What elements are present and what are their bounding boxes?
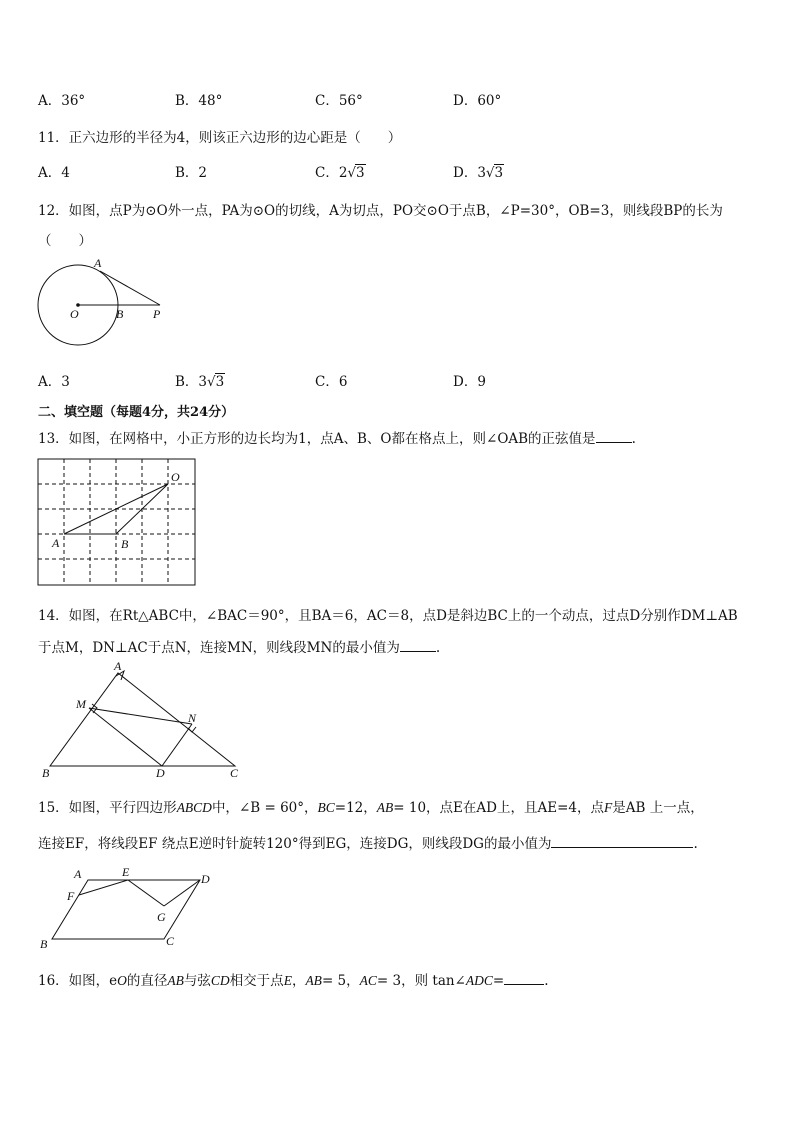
q10-option-d: D．60° bbox=[453, 93, 502, 109]
segment-eg bbox=[128, 880, 164, 906]
q14-stem-line2: 于点M，DN⊥AC于点N，连接MN，则线段MN的最小值为 . bbox=[38, 636, 440, 656]
q11-option-d: D．3√3 bbox=[453, 165, 504, 181]
segment-gd bbox=[164, 880, 200, 906]
q14-answer-blank bbox=[400, 637, 436, 652]
q12-option-b: B．3√3 bbox=[175, 374, 225, 390]
q10-option-c: C．56° bbox=[315, 93, 363, 109]
label-o: O bbox=[70, 307, 79, 321]
label-m: M bbox=[76, 697, 86, 711]
label-a: A bbox=[94, 256, 102, 270]
label-b: B bbox=[40, 937, 48, 951]
label-o: O bbox=[171, 470, 180, 484]
q14-triangle-figure bbox=[40, 658, 245, 780]
q15-stem-line1: 15．如图，平行四边形ABCD中，∠B = 60°，BC=12，AB= 10，点E在AD上，且AE=4，点F是AB 上一点， bbox=[38, 800, 704, 816]
q16-answer-blank bbox=[504, 970, 544, 985]
q11-option-c-radicand: 3 bbox=[356, 165, 365, 181]
q14-stem-line1: 14．如图，在Rt△ABC中，∠BAC＝90°，且BA＝6，AC＝8，点D是斜边BC上的一个动点，过点D分别作DM⊥AB bbox=[38, 608, 738, 624]
label-d: D bbox=[156, 766, 165, 780]
label-b: B bbox=[121, 537, 129, 551]
label-e: E bbox=[122, 865, 130, 879]
segment-nd bbox=[162, 724, 192, 766]
q13-grid-figure bbox=[38, 459, 198, 587]
q15-stem-line2: 连接EF，将线段EF 绕点E逆时针旋转120°得到EG，连接DG，则线段DG的最小值为 . bbox=[38, 832, 698, 852]
q12-option-c: C．6 bbox=[315, 374, 348, 390]
label-d: D bbox=[201, 872, 210, 886]
label-f: F bbox=[67, 889, 75, 903]
q11-option-c: C．2√3 bbox=[315, 165, 365, 181]
label-b: B bbox=[116, 307, 124, 321]
label-a: A bbox=[74, 867, 82, 881]
q12-circle-tangent-figure bbox=[30, 255, 180, 355]
label-b: B bbox=[42, 766, 50, 780]
label-c: C bbox=[166, 934, 175, 948]
q12-option-a: A．3 bbox=[38, 374, 70, 390]
label-a: A bbox=[114, 659, 122, 673]
label-n: N bbox=[188, 711, 197, 725]
label-p: P bbox=[153, 307, 161, 321]
q10-option-b: B．48° bbox=[175, 93, 223, 109]
label-g: G bbox=[157, 910, 166, 924]
q11-option-d-radicand: 3 bbox=[494, 165, 504, 181]
q12-stem-line2: （ ） bbox=[38, 233, 92, 249]
triangle-abc bbox=[50, 673, 235, 766]
q12-stem-line1: 12．如图，点P为⊙O外一点，PA为⊙O的切线，A为切点，PO交⊙O于点B，∠P=30°，OB=3，则线段BP的长为 bbox=[38, 203, 723, 219]
q15-answer-blank bbox=[551, 833, 693, 848]
segment-md bbox=[89, 708, 162, 766]
q10-option-a: A．36° bbox=[38, 93, 86, 109]
q12-option-d: D．9 bbox=[453, 374, 486, 390]
q16-stem: 16．如图，eO的直径AB与弦CD相交于点E，AB= 5，AC= 3，则 tan∠ADC= . bbox=[38, 969, 548, 989]
section-title: 二、填空题（每题4分，共24分） bbox=[38, 405, 235, 420]
label-c: C bbox=[230, 766, 239, 780]
q13-answer-blank bbox=[596, 428, 632, 443]
tangent-pa bbox=[100, 271, 160, 305]
label-a: A bbox=[52, 536, 60, 550]
q13-stem: 13．如图，在网格中，小正方形的边长均为1，点A、B、O都在格点上，则∠OAB的正弦值是 . bbox=[38, 427, 636, 447]
segment-mn bbox=[89, 708, 192, 724]
q11-option-b: B．2 bbox=[175, 165, 208, 181]
q11-stem: 11．正六边形的半径为4，则该正六边形的边心距是（ ） bbox=[38, 130, 402, 146]
q11-option-a: A．4 bbox=[38, 165, 70, 181]
q12-option-b-radicand: 3 bbox=[215, 374, 225, 390]
q15-parallelogram-figure bbox=[38, 862, 228, 954]
